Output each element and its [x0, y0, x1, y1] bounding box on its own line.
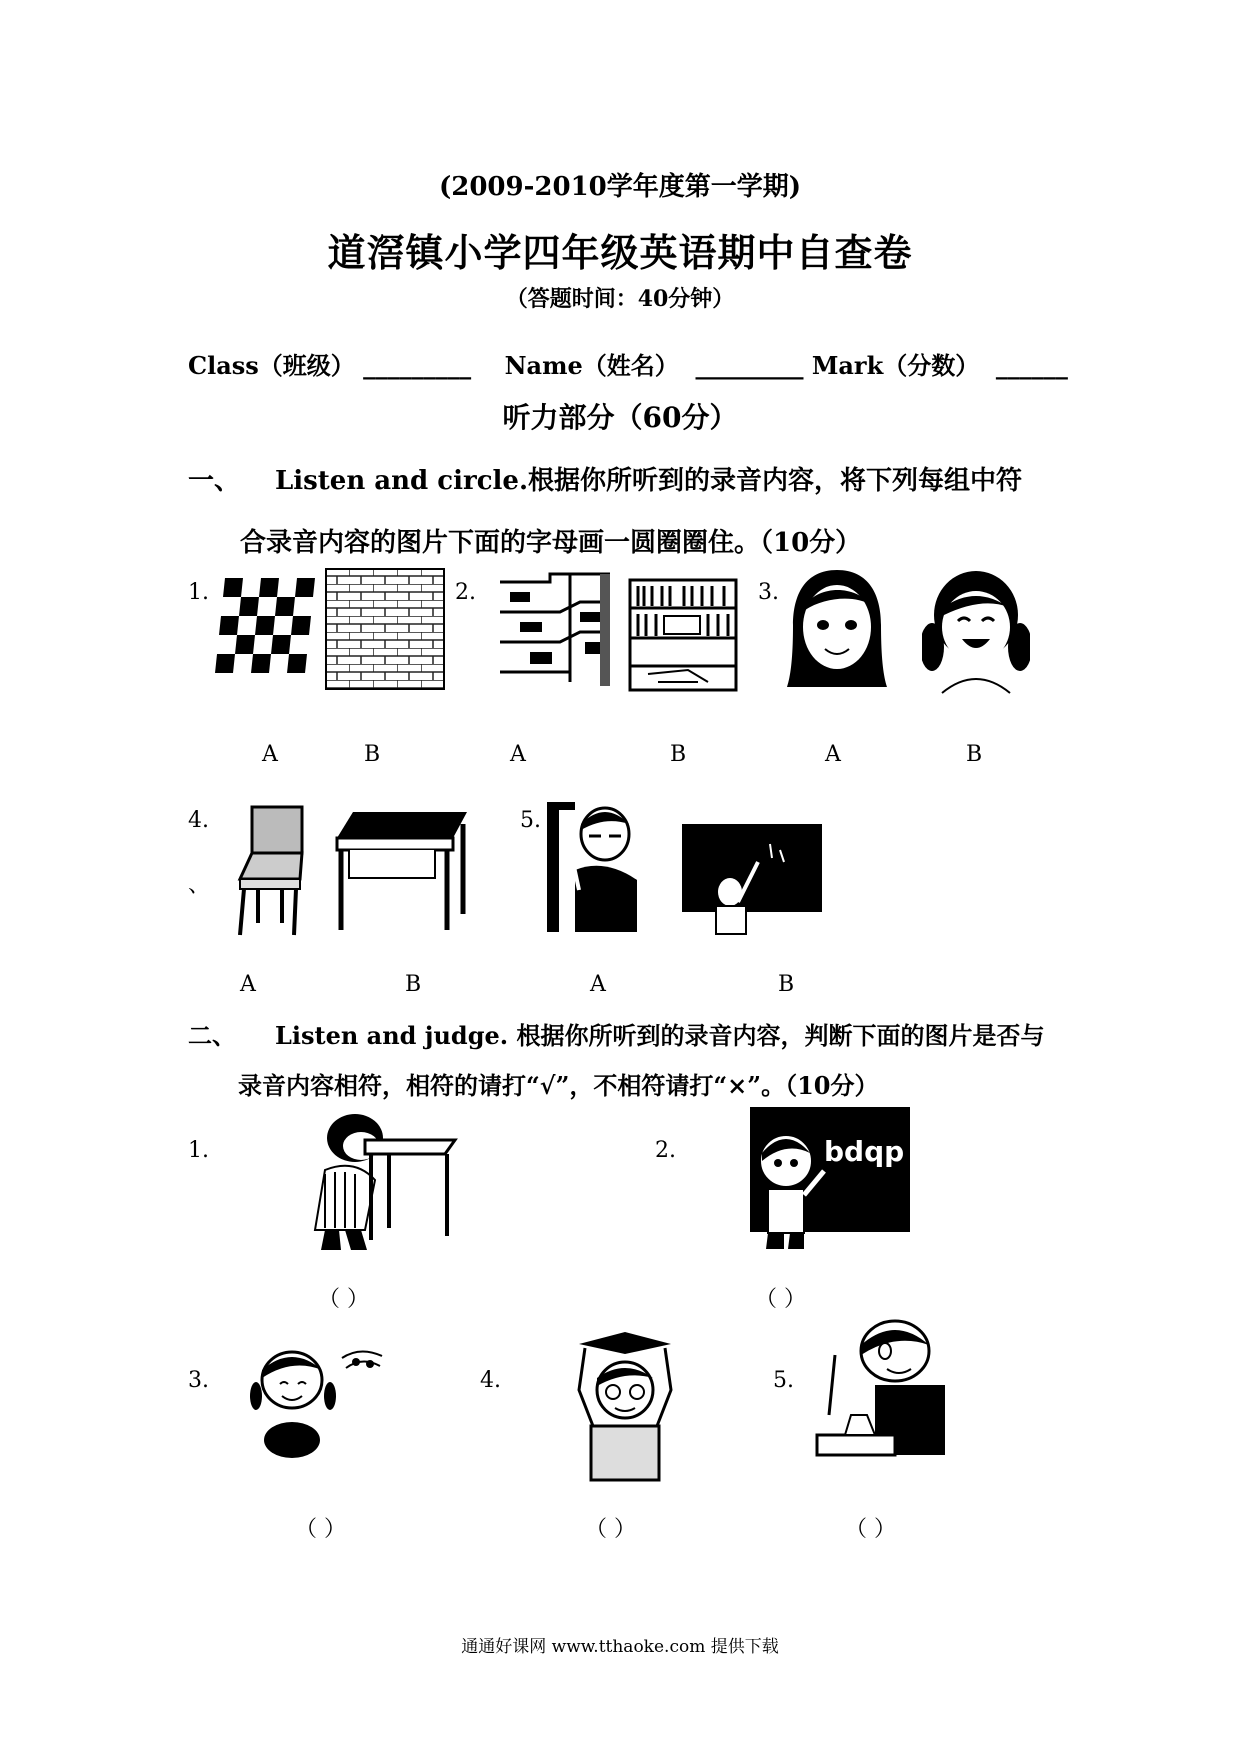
- listening-section-title: 听力部分（60分）: [502, 401, 738, 434]
- footer-source: 通通好课网 www.tthaoke.com 提供下载: [461, 1637, 779, 1657]
- p1-item4-num: 4.: [188, 808, 209, 833]
- student-info-line: [188, 346, 1068, 381]
- p1-item1-num: 1.: [188, 580, 209, 605]
- part2-instruction-line1: [275, 1016, 1044, 1051]
- part1-instruction-2: 合录音内容的图片下面的字母画一圆圈圈住。（10分）: [240, 528, 862, 558]
- part1-index: 一、: [188, 466, 241, 496]
- p2-item1-answer[interactable]: （ ）: [318, 1287, 369, 1312]
- girl-cleaning-desk-picture: [305, 1110, 465, 1260]
- part2-heading: Listen and judge.: [275, 1021, 509, 1050]
- p2-item4-num: 4.: [480, 1368, 501, 1393]
- part2-index: 二、: [188, 1021, 236, 1050]
- p1-item3-a[interactable]: A: [825, 742, 841, 767]
- p1-item1-b[interactable]: B: [364, 742, 381, 767]
- p1-item2-b[interactable]: B: [670, 742, 687, 767]
- semester-line: (2009-2010学年度第一学期): [438, 172, 802, 202]
- chair-picture: [230, 805, 310, 940]
- mark-label: Mark（分数）: [811, 351, 980, 380]
- part2-instruction-1: 根据你所听到的录音内容，判断下面的图片是否与: [516, 1021, 1045, 1050]
- p2-item4-answer[interactable]: （ ）: [585, 1517, 636, 1542]
- class-blank[interactable]: _________: [363, 351, 472, 380]
- p1-item5-a[interactable]: A: [590, 972, 606, 997]
- girl-listening-music-picture: [250, 1340, 390, 1460]
- boy-book-on-head-picture: [565, 1330, 685, 1490]
- p1-item5-num: 5.: [520, 808, 541, 833]
- p1-item2-num: 2.: [455, 580, 476, 605]
- p2-item5-num: 5.: [773, 1368, 794, 1393]
- mark-blank[interactable]: ______: [995, 351, 1068, 380]
- p2-item3-num: 3.: [188, 1368, 209, 1393]
- brick-wall-picture: [325, 568, 445, 690]
- p2-item5-answer[interactable]: （ ）: [845, 1517, 896, 1542]
- exam-duration: （答题时间：40分钟）: [505, 286, 735, 312]
- p2-item3-answer[interactable]: （ ）: [295, 1517, 346, 1542]
- name-blank[interactable]: _________: [695, 351, 804, 380]
- p2-item2-answer[interactable]: （ ）: [755, 1287, 806, 1312]
- girl-at-blackboard-picture: [748, 1105, 913, 1255]
- p1-item5-b[interactable]: B: [778, 972, 795, 997]
- boy-at-blackboard-picture: [680, 822, 825, 940]
- library-shelves-picture: [628, 578, 738, 693]
- stray-mark: 、: [188, 873, 211, 898]
- part1-instruction-line1: [275, 460, 1022, 497]
- boy-science-lab-picture: [815, 1315, 960, 1480]
- name-label: Name（姓名）: [504, 351, 679, 380]
- page-title: 道滘镇小学四年级英语期中自查卷: [327, 230, 913, 275]
- girl-smiling-picture: [785, 565, 890, 695]
- p1-item3-b[interactable]: B: [966, 742, 983, 767]
- desk-picture: [335, 810, 470, 935]
- checkered-floor-picture: [215, 578, 315, 673]
- p2-item1-num: 1.: [188, 1138, 209, 1163]
- boy-at-door-picture: [545, 800, 645, 935]
- p1-item4-b[interactable]: B: [405, 972, 422, 997]
- class-label: Class（班级）: [188, 351, 355, 380]
- p2-item2-num: 2.: [655, 1138, 676, 1163]
- part2-instruction-2: 录音内容相符，相符的请打“√”，不相符请打“×”。（10分）: [238, 1071, 879, 1100]
- school-building-picture: [500, 572, 615, 690]
- part1-heading: Listen and circle.: [275, 466, 528, 496]
- p1-item3-num: 3.: [758, 580, 779, 605]
- part1-instruction-1: 根据你所听到的录音内容，将下列每组中符: [528, 466, 1023, 496]
- p1-item1-a[interactable]: A: [262, 742, 278, 767]
- blackboard-text: bdqp: [824, 1135, 905, 1168]
- girl-laughing-picture: [922, 565, 1030, 697]
- p1-item4-a[interactable]: A: [240, 972, 256, 997]
- p1-item2-a[interactable]: A: [510, 742, 526, 767]
